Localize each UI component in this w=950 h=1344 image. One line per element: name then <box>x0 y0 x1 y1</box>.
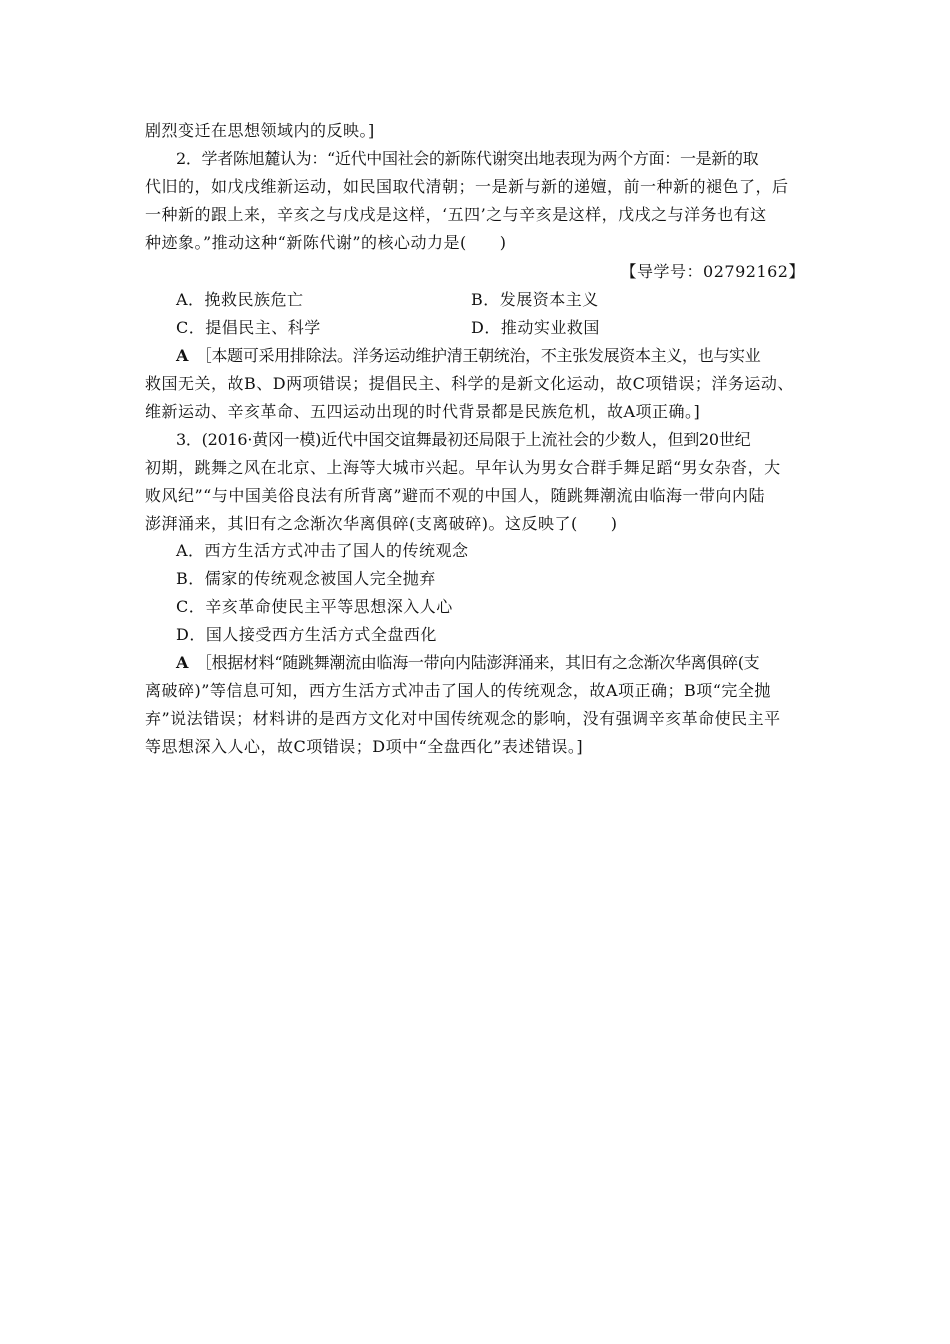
question-2-answer: 救国无关，故B、D两项错误；提倡民主、科学的是新文化运动，故C项错误；洋务运动、 <box>145 374 794 393</box>
question-3-option-a: A．西方生活方式冲击了国人的传统观念 <box>176 541 469 560</box>
question-2-option-c: C．提倡民主、科学 <box>176 318 321 337</box>
question-3-answer: 等思想深入人心，故C项错误；D项中“全盘西化”表述错误。] <box>145 737 584 756</box>
intro-line: 剧烈变迁在思想领域内的反映。] <box>145 121 375 140</box>
question-2-text: 种迹象。”推动这种“新陈代谢”的核心动力是( ) <box>145 233 507 252</box>
question-3-answer: 离破碎)”等信息可知，西方生活方式冲击了国人的传统观念，故A项正确；B项“完全抛 <box>145 681 771 700</box>
question-2-text: 2．学者陈旭麓认为：“近代中国社会的新陈代谢突出地表现为两个方面：一是新的取 <box>176 149 759 168</box>
question-3-option-d: D．国人接受西方生活方式全盘西化 <box>176 625 437 644</box>
guide-number: 【导学号：02792162】 <box>620 262 805 281</box>
question-2-option-b: B．发展资本主义 <box>471 290 599 309</box>
answer-letter: A <box>176 346 189 365</box>
question-2-option-a: A．挽救民族危亡 <box>176 290 304 309</box>
answer-explanation: ［本题可采用排除法。洋务运动维护清王朝统治，不主张发展资本主义，也与实业 <box>203 346 761 365</box>
question-2-option-d: D．推动实业救国 <box>471 318 600 337</box>
question-3-answer <box>176 653 836 673</box>
question-2-text: 一种新的跟上来，辛亥之与戊戌是这样，‘五四’之与辛亥是这样，戊戌之与洋务也有这 <box>145 205 767 224</box>
question-3-text: 澎湃涌来，其旧有之念渐次华离俱碎(支离破碎)。这反映了( ) <box>145 514 618 533</box>
question-2-text: 代旧的，如戊戌维新运动，如民国取代清朝；一是新与新的递嬗，前一种新的褪色了，后 <box>145 177 789 196</box>
question-3-text: 初期，跳舞之风在北京、上海等大城市兴起。早年认为男女合群手舞足蹈“男女杂沓，大 <box>145 458 781 477</box>
question-3-answer: 弃”说法错误；材料讲的是西方文化对中国传统观念的影响，没有强调辛亥革命使民主平 <box>145 709 781 728</box>
question-3-text: 3．(2016·黄冈一模)近代中国交谊舞最初还局限于上流社会的少数人，但到20世纪 <box>176 430 751 449</box>
answer-explanation: ［根据材料“随跳舞潮流由临海一带向内陆澎湃涌来，其旧有之念渐次华离俱碎(支 <box>203 653 760 672</box>
question-2-answer <box>176 346 836 366</box>
question-2-answer: 维新运动、辛亥革命、五四运动出现的时代背景都是民族危机，故A项正确。] <box>145 402 701 421</box>
question-3-text: 败风纪”“与中国美俗良法有所背离”避而不观的中国人，随跳舞潮流由临海一带向内陆 <box>145 486 766 505</box>
question-3-option-c: C．辛亥革命使民主平等思想深入人心 <box>176 597 453 616</box>
question-3-option-b: B．儒家的传统观念被国人完全抛弃 <box>176 569 436 588</box>
answer-letter: A <box>176 653 189 672</box>
